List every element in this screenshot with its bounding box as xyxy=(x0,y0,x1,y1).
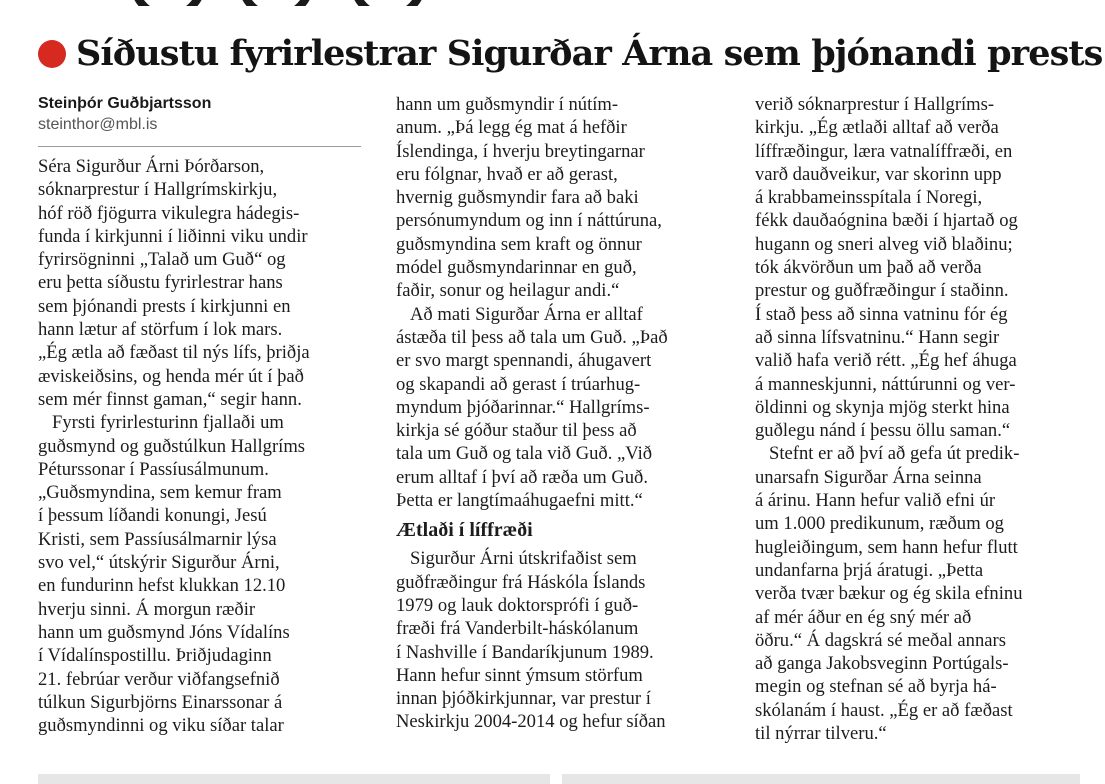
text-line: hóf röð fjögurra vikulegra hádegis- xyxy=(38,202,300,224)
text-line: af mér áður en ég sný mér að xyxy=(755,606,972,628)
article-column-1 xyxy=(38,155,368,737)
article-column-2 xyxy=(396,93,726,734)
text-line: Sigurður Árni útskrifaðist sem xyxy=(410,548,637,570)
text-line: á árinu. Hann hefur valið efni úr xyxy=(755,490,996,512)
text-line: kirkju. „Ég ætlaði alltaf að verða xyxy=(755,117,999,139)
text-line: faðir, sonur og heilagur andi.“ xyxy=(396,280,620,302)
article-column-3 xyxy=(755,93,1085,745)
text-line: hann lætur af störfum í lok mars. xyxy=(38,319,283,341)
text-line: líffræðingur, læra vatnalíffræði, en xyxy=(755,140,1013,162)
text-line: öldinni og skynja mjög sterkt hina xyxy=(755,396,1010,418)
text-line: á krabbameinsspítala í Noregi, xyxy=(755,187,983,209)
text-line: er svo margt spennandi, áhugavert xyxy=(396,350,652,372)
text-line: hvernig guðsmyndir fara að baki xyxy=(396,187,639,209)
text-line: myndum þjóðarinnar.“ Hallgríms- xyxy=(396,396,650,418)
text-line: eru fólgnar, hvað er að gerast, xyxy=(396,163,618,185)
text-line: á manneskjunni, náttúrunni og ver- xyxy=(755,373,1016,395)
text-line: Séra Sigurður Árni Þórðarson, xyxy=(38,156,265,177)
text-line: „Guðsmyndina, sem kemur fram xyxy=(38,482,282,504)
byline-divider xyxy=(38,146,361,147)
text-line: sem þjónandi prests í kirkjunni en xyxy=(38,295,291,317)
text-line: hverju sinni. Á morgun ræðir xyxy=(38,598,256,620)
text-line: Kristi, sem Passíusálmarnir lýsa xyxy=(38,528,277,550)
text-line: prestur og guðfræðingur í staðinn. xyxy=(755,280,1009,302)
text-line: skólanám í haust. „Ég er að fæðast xyxy=(755,699,1013,721)
text-line: Í stað þess að sinna vatninu fór ég xyxy=(755,303,1008,325)
text-line: 21. febrúar verður viðfangsefnið xyxy=(38,668,280,690)
text-line: persónumyndum og inn í náttúruna, xyxy=(396,210,662,232)
text-line: sem mér finnst gaman,“ segir hann. xyxy=(38,388,302,410)
footer-bar-left xyxy=(38,774,550,784)
text-line: guðfræðingur frá Háskóla Íslands xyxy=(396,571,646,593)
text-line: að sinna lífsvatninu.“ Hann segir xyxy=(755,326,1000,348)
author-name: Steinþór Guðbjartsson xyxy=(38,95,212,112)
text-line: Hann hefur sinnt ýmsum störfum xyxy=(396,664,643,686)
text-line: „Ég ætla að fæðast til nýs lífs, þriðja xyxy=(38,342,310,364)
text-line: módel guðsmyndarinnar en guð, xyxy=(396,257,637,279)
text-line: unarsafn Sigurðar Árna seinna xyxy=(755,466,982,488)
text-line: en fundurinn hefst klukkan 12.10 xyxy=(38,575,286,597)
text-line: túlkun Sigurbjörns Einarssonar á xyxy=(38,691,283,713)
text-line: tala um Guð og tala við Guð. „Við xyxy=(396,443,653,465)
text-line: eru þetta síðustu fyrirlestrar hans xyxy=(38,272,283,294)
text-line: valið hafa verið rétt. „Ég hef áhuga xyxy=(755,350,1017,372)
text-line: ástæða til þess að tala um Guð. „Það xyxy=(396,326,668,348)
footer-bar-right xyxy=(562,774,1080,784)
text-line: 1979 og lauk doktorsprófi í guð- xyxy=(396,594,639,616)
text-line: guðsmyndina sem kraft og önnur xyxy=(396,233,642,255)
text-line: að ganga Jakobsveginn Portúgals- xyxy=(755,653,1009,675)
text-line: varð dauðveikur, var skorinn upp xyxy=(755,163,1002,185)
text-line: funda í kirkjunni í liðinni viku undir xyxy=(38,225,308,247)
text-line: fyrirsögninni „Talað um Guð“ og xyxy=(38,249,286,271)
text-line: Íslendinga, í hverju breytingarnar xyxy=(396,140,645,162)
text-line: Þetta er langtímaáhugaefni mitt.“ xyxy=(396,490,643,512)
text-line: hann um guðsmyndir í nútím- xyxy=(396,94,619,115)
text-line: Péturssonar í Passíusálmunum. xyxy=(38,458,269,480)
byline xyxy=(38,95,361,134)
text-line: verða tvær bækur og ég skila efninu xyxy=(755,583,1023,605)
author-email[interactable]: steinthor@mbl.is xyxy=(38,116,158,133)
article-headline: Síðustu fyrirlestrar Sigurðar Árna sem þjónandi prests xyxy=(76,32,1103,74)
text-line: guðlegu nánd í þessu öllu saman.“ xyxy=(755,420,1011,442)
headline-row xyxy=(38,28,1103,78)
text-line: Stefnt er að því að gefa út predik- xyxy=(769,443,1020,465)
text-line: Fyrsti fyrirlesturinn fjallaði um xyxy=(52,412,284,434)
text-line: undanfarna þrjá áratugi. „Þetta xyxy=(755,559,984,581)
text-line: anum. „Þá legg ég mat á hefðir xyxy=(396,117,627,139)
text-line: í þessum líðandi konungi, Jesú xyxy=(38,505,267,527)
text-line: um 1.000 predikunum, ræðum og xyxy=(755,513,1004,535)
text-line: öðru.“ Á dagskrá sé meðal annars xyxy=(755,629,1006,651)
text-line: megin og stefnan sé að byrja há- xyxy=(755,676,997,698)
text-line: og skapandi að gerast í trúarhug- xyxy=(396,373,641,395)
text-line: svo vel,“ útskýrir Sigurður Árni, xyxy=(38,552,280,574)
text-line: Neskirkju 2004-2014 og hefur síðan xyxy=(396,711,666,733)
text-line: til nýrrar tilveru.“ xyxy=(755,723,887,745)
previous-headline-fragment xyxy=(0,0,1105,6)
text-line: tók ákvörðun um það að verða xyxy=(755,257,982,279)
text-line: í Vídalínspostillu. Þriðjudaginn xyxy=(38,645,272,667)
text-line: guðsmyndinni og viku síðar talar xyxy=(38,715,284,737)
text-line: kirkja sé góður staður til þess að xyxy=(396,420,637,442)
text-line: sóknarprestur í Hallgrímskirkju, xyxy=(38,179,278,201)
text-line: innan þjóðkirkjunnar, var prestur í xyxy=(396,688,651,710)
text-line: guðsmynd og guðstúlkun Hallgríms xyxy=(38,435,306,457)
red-dot-icon xyxy=(38,40,66,68)
text-line: hann um guðsmynd Jóns Vídalíns xyxy=(38,621,290,643)
text-line: Að mati Sigurðar Árna er alltaf xyxy=(410,303,643,325)
text-line: hugleiðingum, sem hann hefur flutt xyxy=(755,536,1018,558)
section-subheading: Ætlaði í líffræði xyxy=(396,519,533,542)
text-line: fræði frá Vanderbilt-háskólanum xyxy=(396,618,639,640)
text-line: hugann og sneri alveg við blaðinu; xyxy=(755,233,1013,255)
text-line: í Nashville í Bandaríkjunum 1989. xyxy=(396,641,654,663)
text-line: fékk dauðaógnina bæði í hjartað og xyxy=(755,210,1018,232)
text-line: æviskeiðsins, og henda mér út í það xyxy=(38,365,304,387)
text-line: erum alltaf í því að ræða um Guð. xyxy=(396,466,648,488)
text-line: verið sóknarprestur í Hallgríms- xyxy=(755,94,995,115)
